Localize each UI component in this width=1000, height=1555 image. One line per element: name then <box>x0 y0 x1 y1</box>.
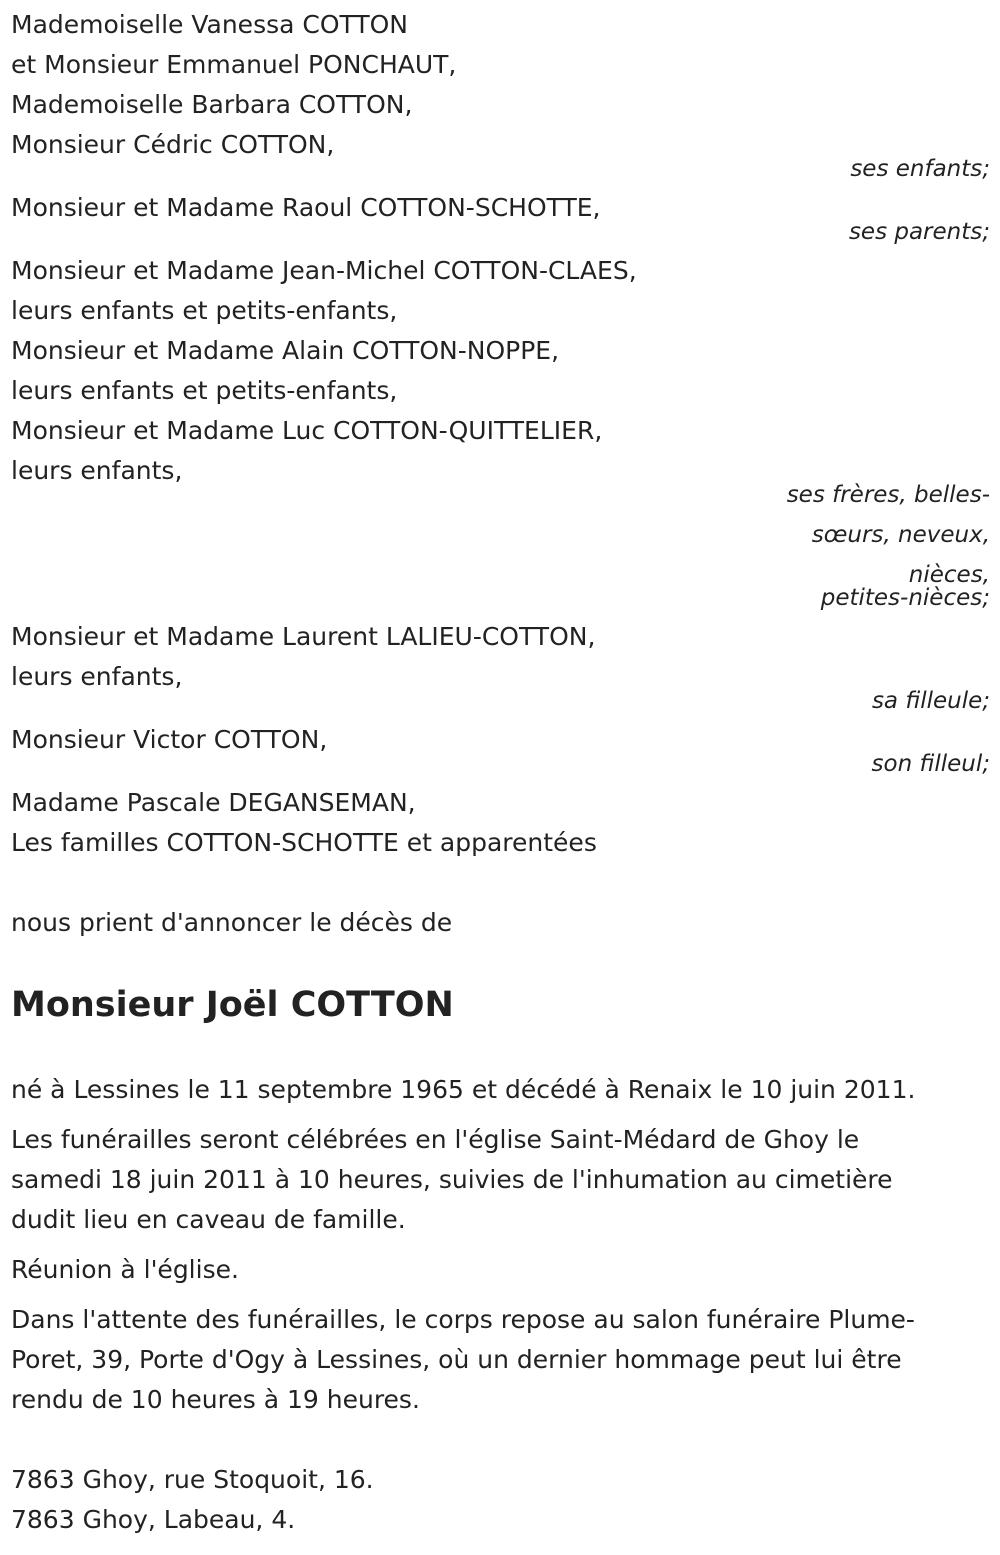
funeral-text: Les funérailles seront célébrées en l'église Saint-Médard de Ghoy le <box>11 1125 860 1154</box>
family-line: Madame Pascale DEGANSEMAN, <box>11 788 416 817</box>
meeting-text: Réunion à l'église. <box>11 1255 239 1284</box>
role-siblings: petites-nièces; <box>820 585 990 611</box>
family-line: leurs enfants et petits-enfants, <box>11 376 398 405</box>
family-line: Mademoiselle Vanessa COTTON <box>11 10 408 39</box>
family-line: leurs enfants, <box>11 662 183 691</box>
viewing-text: rendu de 10 heures à 19 heures. <box>11 1385 420 1414</box>
role-siblings: ses frères, belles- <box>786 482 990 508</box>
family-line: leurs enfants, <box>11 456 183 485</box>
funeral-text: samedi 18 juin 2011 à 10 heures, suivies de l'inhumation au cimetière <box>11 1165 893 1194</box>
viewing-text: Dans l'attente des funérailles, le corps repose au salon funéraire Plume- <box>11 1305 915 1334</box>
family-line: Monsieur et Madame Raoul COTTON-SCHOTTE, <box>11 193 601 222</box>
family-line: Monsieur et Madame Laurent LALIEU-COTTON, <box>11 622 596 651</box>
address-line: 7863 Ghoy, Labeau, 4. <box>11 1505 296 1534</box>
role-siblings: sœurs, neveux, <box>811 522 990 548</box>
family-line: Monsieur et Madame Alain COTTON-NOPPE, <box>11 336 560 365</box>
announcement-text: nous prient d'annoncer le décès de <box>11 908 453 937</box>
role-siblings: nièces, <box>908 562 990 588</box>
family-line: Monsieur et Madame Luc COTTON-QUITTELIER, <box>11 416 603 445</box>
family-line: et Monsieur Emmanuel PONCHAUT, <box>11 50 457 79</box>
family-line: Monsieur Cédric COTTON, <box>11 130 335 159</box>
birth-death-text: né à Lessines le 11 septembre 1965 et décédé à Renaix le 10 juin 2011. <box>11 1075 916 1104</box>
family-line: Mademoiselle Barbara COTTON, <box>11 90 413 119</box>
address-line: 7863 Ghoy, rue Stoquoit, 16. <box>11 1465 374 1494</box>
role-goddaughter: sa filleule; <box>871 688 990 714</box>
viewing-text: Poret, 39, Porte d'Ogy à Lessines, où un dernier hommage peut lui être <box>11 1345 902 1374</box>
family-line: Monsieur et Madame Jean-Michel COTTON-CLAES, <box>11 256 637 285</box>
role-godson: son filleul; <box>871 751 990 777</box>
deceased-name: Monsieur Joël COTTON <box>11 985 454 1025</box>
role-parents: ses parents; <box>848 219 990 245</box>
family-line: leurs enfants et petits-enfants, <box>11 296 398 325</box>
family-line: Les familles COTTON-SCHOTTE et apparentées <box>11 828 597 857</box>
funeral-text: dudit lieu en caveau de famille. <box>11 1205 406 1234</box>
role-children: ses enfants; <box>850 156 990 182</box>
family-line: Monsieur Victor COTTON, <box>11 725 328 754</box>
